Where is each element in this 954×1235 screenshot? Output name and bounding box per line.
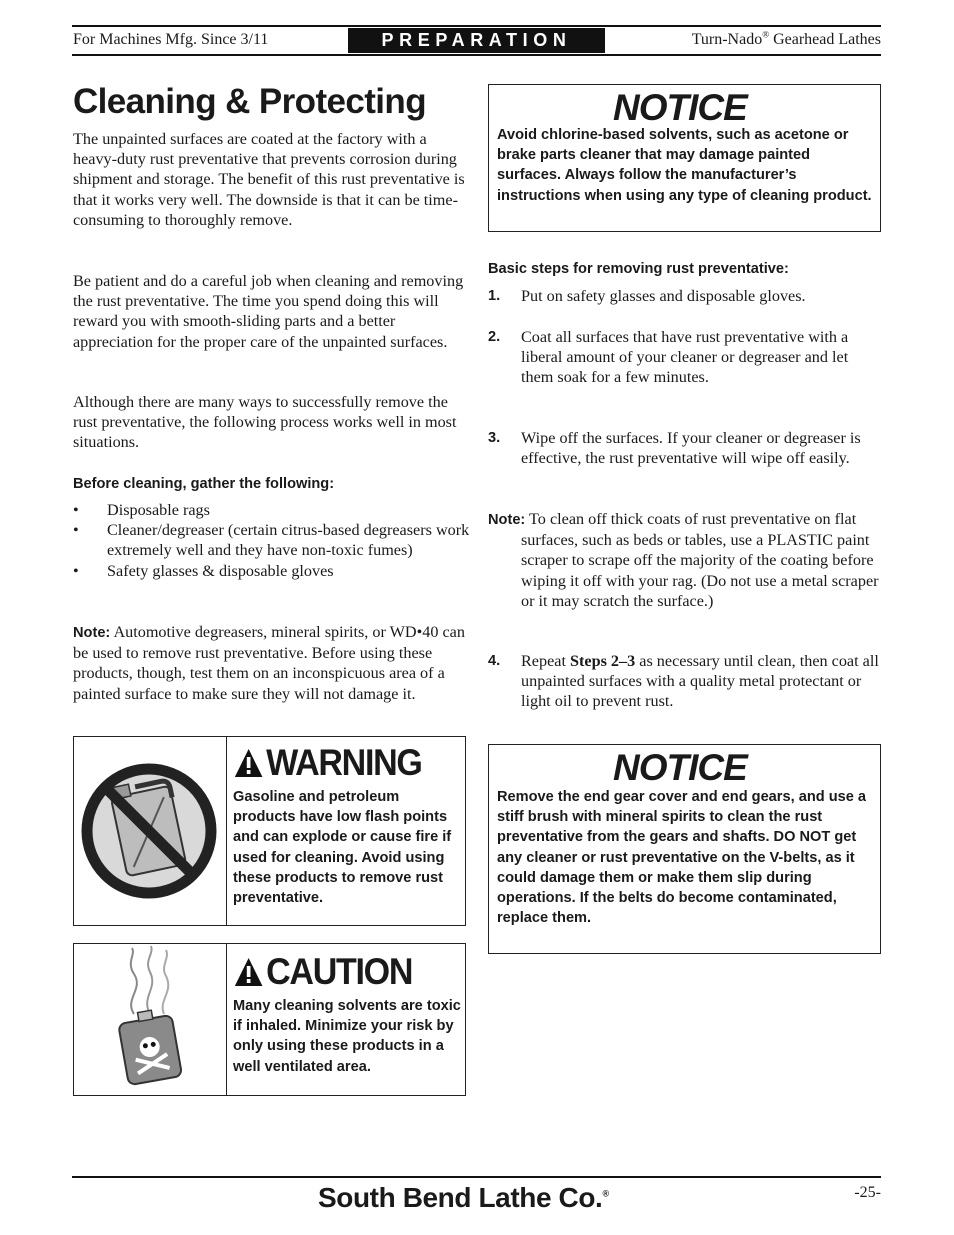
header-product-name: Turn-Nado® Gearhead Lathes [691, 29, 881, 48]
caution-text: Many cleaning solvents are toxic if inhaled. Minimize your risk by only using these products in a well ventilated area. [233, 998, 461, 1075]
notice-text-2: Remove the end gear cover and end gears, and use a stiff brush with mineral spirits to clean the rust preventative from the gears and shafts. DO NOT get any cleaner or rust preventative on the V-belts, as it could damage them or make them slip during operations. If the belts do become contaminated, replace them. [497, 789, 867, 927]
list-item: • Cleaner/degreaser (certain citrus-based degreasers work extremely well and they have non-toxic fumes) [73, 521, 470, 560]
list-item: 4. Repeat Steps 2–3 as necessary until clean, then coat all unpainted surfaces with a quality metal protectant or light oil to prevent rust. [488, 652, 879, 711]
page-number: -25- [854, 1184, 881, 1201]
list-item: 2. Coat all surfaces that have rust preventative with a liberal amount of your cleaner or degreaser and let them soak for a few minutes. [488, 328, 849, 387]
steps-heading: Basic steps for removing rust preventative: [488, 261, 789, 277]
gather-heading: Before cleaning, gather the following: [73, 476, 335, 492]
steps-list [488, 327, 883, 388]
intro-paragraph-3: Although there are many ways to successfully remove the rust preventative, the following process works well in most situations. [73, 393, 457, 452]
no-gas-can-icon [74, 737, 225, 924]
caution-box [73, 943, 466, 1096]
warning-triangle-icon [233, 747, 264, 779]
warning-triangle-icon [233, 956, 264, 988]
list-item: • Disposable rags [73, 501, 210, 519]
header-top-rule [72, 25, 881, 27]
page-title: Cleaning & Protecting [73, 82, 426, 121]
notice-heading-2: NOTICE [613, 747, 747, 788]
steps-list [488, 428, 883, 468]
list-item: 3. Wipe off the surfaces. If your cleaner or degreaser is effective, the rust preventative will wipe off easily. [488, 429, 861, 468]
gather-list [73, 500, 473, 581]
steps-list [488, 286, 883, 306]
steps-list [488, 651, 883, 712]
notice-text-1: Avoid chlorine-based solvents, such as acetone or brake parts cleaner that may damage painted surfaces. Always follow the manufacturer’s instructions when using any type of cleaning product. [497, 127, 872, 204]
warning-heading: WARNING [233, 743, 445, 783]
warning-image-cell [74, 737, 227, 925]
brand-logo-text: South Bend Lathe Co.® [318, 1182, 609, 1213]
warning-box [73, 736, 466, 926]
header-machines-note: For Machines Mfg. Since 3/11 [73, 31, 269, 48]
footer-rule [72, 1176, 881, 1178]
notice-heading-1: NOTICE [613, 87, 747, 128]
intro-paragraph-1: The unpainted surfaces are coated at the factory with a heavy-duty rust preventative that prevents corrosion during shipment and storage. The benefit of this rust preventative is that it works very well. The downside is that it can be time-consuming to thoroughly remove. [73, 130, 465, 229]
caution-image-cell [74, 944, 227, 1095]
header-bottom-rule [72, 54, 881, 56]
list-item: 1. Put on safety glasses and disposable gloves. [488, 287, 806, 305]
notice-box-2 [488, 744, 881, 954]
warning-text: Gasoline and petroleum products have low flash points and can explode or cause fire if used for cleaning. Avoid using these products to remove rust preventative. [233, 789, 452, 907]
list-item: • Safety glasses & disposable gloves [73, 561, 334, 580]
header-section-band: PREPARATION [348, 28, 605, 53]
left-note: Note: Automotive degreasers, mineral spirits, or WD•40 can be used to remove rust preventative. Before using these products, though, test them on an inconspicuous area of a painted surface to make sure they will not damage it. [73, 623, 465, 703]
toxic-solvent-icon [74, 944, 225, 1094]
caution-heading: CAUTION [233, 952, 445, 992]
notice-box-1 [488, 84, 881, 232]
right-note: Note: To clean off thick coats of rust preventative on flat surfaces, such as beds or tables, use a PLASTIC paint scraper to scrape off the majority of the coating before wiping it off with your rag. (Do not use a metal scraper or it may scratch the surface.) [488, 510, 879, 610]
intro-paragraph-2: Be patient and do a careful job when cleaning and removing the rust preventative. The time you spend doing this will reward you with smooth-sliding parts and a better appreciation for the proper care of the unpainted surfaces. [73, 272, 464, 351]
